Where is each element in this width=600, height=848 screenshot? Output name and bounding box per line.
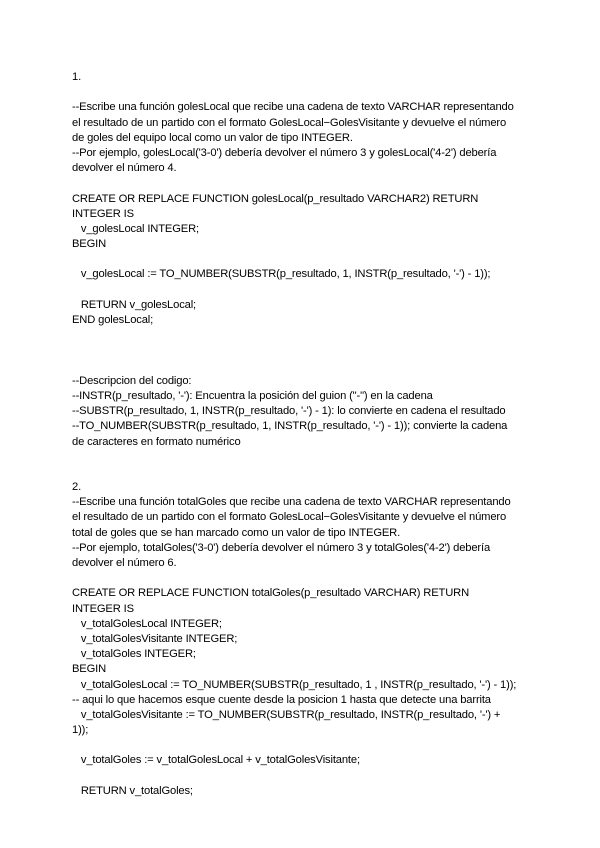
- text-line: --Por ejemplo, totalGoles('3-0') debería devolver el número 3 y totalGoles('4-2') debería: [72, 541, 491, 554]
- text-line: total de goles que se han marcado como un valor de tipo INTEGER.: [72, 526, 401, 539]
- text-line: de caracteres en formato numérico: [72, 435, 241, 448]
- code-line: v_golesLocal := TO_NUMBER(SUBSTR(p_resultado, 1, INSTR(p_resultado, '-') - 1));: [72, 268, 491, 281]
- code-line: INTEGER IS: [72, 602, 134, 615]
- code-line: BEGIN: [72, 238, 107, 251]
- text-line: --INSTR(p_resultado, '-'): Encuentra la posición del guion ("-") en la cadena: [72, 389, 433, 402]
- code-line: RETURN v_totalGoles;: [72, 784, 193, 797]
- code-line: v_totalGoles INTEGER;: [72, 648, 196, 661]
- exercise-statement: [72, 495, 542, 571]
- text-line: --TO_NUMBER(SUBSTR(p_resultado, 1, INSTR(p_resultado, '-') - 1)); convierte la cadena: [72, 420, 508, 433]
- code-line: INTEGER IS: [72, 207, 134, 220]
- text-line: devolver el número 6.: [72, 557, 177, 570]
- code-block: [72, 192, 542, 329]
- exercise-statement: [72, 100, 542, 176]
- text-line: --SUBSTR(p_resultado, 1, INSTR(p_resultado, '-') - 1): lo convierte en cadena el resultado: [72, 405, 506, 418]
- section-number: 1.: [72, 71, 82, 83]
- text-line: de goles del equipo local como un valor de tipo INTEGER.: [72, 131, 353, 144]
- code-description: [72, 374, 542, 450]
- text-line: --Escribe una función totalGoles que recibe una cadena de texto VARCHAR representando: [72, 496, 511, 509]
- text-line: --Escribe una función golesLocal que recibe una cadena de texto VARCHAR representando: [72, 101, 514, 114]
- document-body: [72, 70, 542, 799]
- code-line: v_totalGolesVisitante := TO_NUMBER(SUBSTR(p_resultado, INSTR(p_resultado, '-') +: [72, 708, 501, 721]
- code-line: CREATE OR REPLACE FUNCTION golesLocal(p_resultado VARCHAR2) RETURN: [72, 192, 479, 205]
- code-line: CREATE OR REPLACE FUNCTION totalGoles(p_resultado VARCHAR) RETURN: [72, 587, 470, 600]
- code-line: v_totalGoles := v_totalGolesLocal + v_totalGolesVisitante;: [72, 754, 360, 767]
- code-line: RETURN v_golesLocal;: [72, 298, 197, 311]
- code-line: v_totalGolesLocal := TO_NUMBER(SUBSTR(p_resultado, 1 , INSTR(p_resultado, '-') - 1));: [72, 678, 517, 691]
- section-number: 2.: [72, 481, 82, 494]
- code-line: v_golesLocal INTEGER;: [72, 222, 199, 235]
- code-line: BEGIN: [72, 663, 107, 676]
- code-line: v_totalGolesLocal INTEGER;: [72, 617, 222, 630]
- text-line: el resultado de un partido con el formato GolesLocal−GolesVisitante y devuelve el número: [72, 116, 507, 129]
- text-line: devolver el número 4.: [72, 162, 177, 175]
- code-line: END golesLocal;: [72, 314, 154, 326]
- text-line: el resultado de un partido con el formato GolesLocal−GolesVisitante y devuelve el número: [72, 511, 507, 524]
- code-line: v_totalGolesVisitante INTEGER;: [72, 632, 238, 645]
- code-line: 1));: [72, 724, 89, 737]
- text-line: --Descripcion del codigo:: [72, 374, 192, 387]
- text-line: --Por ejemplo, golesLocal('3-0') debería devolver el número 3 y golesLocal('4-2') debería: [72, 146, 497, 159]
- code-block: [72, 586, 542, 799]
- code-comment-line: -- aqui lo que hacemos esque cuente desde la posicion 1 hasta que detecte una barrita: [72, 693, 491, 706]
